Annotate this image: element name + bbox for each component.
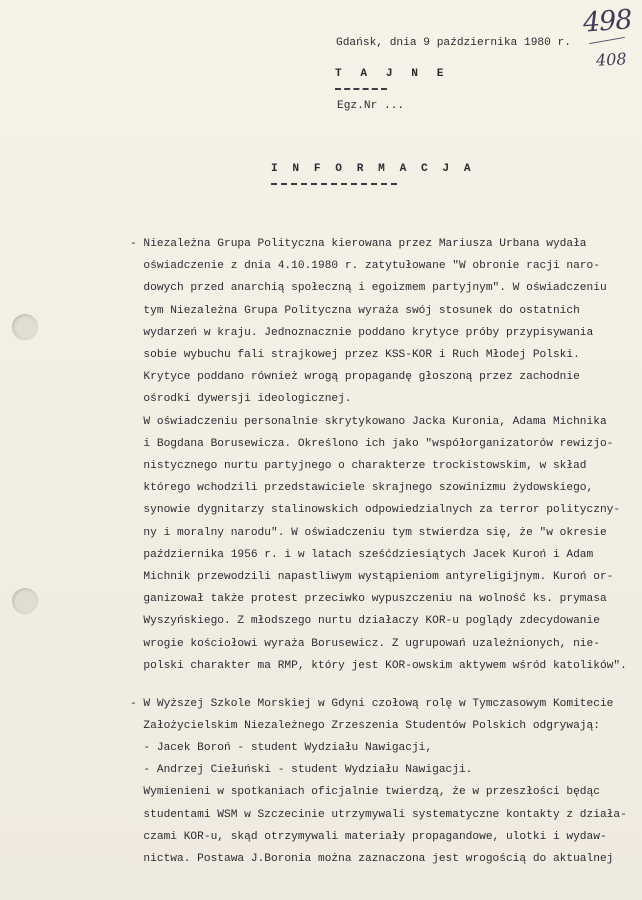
handwritten-page-number: 498 <box>581 4 633 39</box>
body-line: dowych przed anarchią społeczną i egoizmem partyjnym". W oświadczeniu <box>130 282 607 295</box>
place-date: Gdańsk, dnia 9 października 1980 r. <box>336 37 571 49</box>
title-underline <box>271 183 397 185</box>
body-line: października 1956 r. i w latach sześćdziesiątych Jacek Kuroń i Adam <box>130 548 594 561</box>
body-line: - Niezależna Grupa Polityczna kierowana przez Mariusza Urbana wydała <box>130 238 587 250</box>
handwritten-archive-number: 408 <box>595 49 628 70</box>
body-line: studentami WSM w Szczecinie utrzymywali systematyczne kontakty z działa- <box>130 808 627 821</box>
punch-hole <box>12 314 38 340</box>
classification-label: T A J N E <box>335 68 450 80</box>
body-line: synowie dygnitarzy stalinowskich odpowiedzialnych za terror polityczny- <box>130 504 621 517</box>
body-line: i Bogdana Borusewicza. Określono ich jako "współorganizatorów rewizjo- <box>130 437 614 450</box>
body-line: ośrodki dywersji ideologicznej. <box>130 393 352 406</box>
body-line: oświadczenie z dnia 4.10.1980 r. zatytułowane "W obronie racji naro- <box>130 260 600 273</box>
body-line: którego wchodzili przedstawiciele skrajnego szowinizmu żydowskiego, <box>130 482 594 495</box>
body-line: nictwa. Postawa J.Boronia można zaznaczona jest wrogością do aktualnej <box>130 852 614 865</box>
body-line: wydarzeń w kraju. Jednoznacznie poddano krytyce próby przypisywania <box>130 326 594 339</box>
body-line: Wyszyńskiego. Z młodszego nurtu działaczy KOR-u poglądy zdecydowanie <box>130 615 600 628</box>
body-line: Założycielskim Niezależnego Zrzeszenia Studentów Polskich odgrywają: <box>130 719 600 732</box>
body-line: W oświadczeniu personalnie skrytykowano Jacka Kuronia, Adama Michnika <box>130 415 607 428</box>
body-line: wrogie kościołowi wyraża Borusewicz. Z ugrupowań uzależnionych, nie- <box>130 637 600 650</box>
body-line: nistycznego nurtu partyjnego o charakterze trockistowskim, w skład <box>130 460 587 472</box>
classification-underline <box>335 88 387 90</box>
handwritten-separator <box>589 37 625 44</box>
body-line: Krytyce poddano również wrogą propagandę głoszoną przez zachodnie <box>130 371 580 384</box>
body-line: ganizował także protest przeciwko wypuszczeniu na wolność ks. prymasa <box>130 593 607 606</box>
document-title: I N F O R M A C J A <box>271 163 475 175</box>
body-line: - W Wyższej Szkole Morskiej w Gdyni czołową rolę w Tymczasowym Komitecie <box>130 697 614 710</box>
body-line: polski charakter ma RMP, który jest KOR-owskim aktywem wśród katolików". <box>130 659 627 672</box>
body-line: tym Niezależna Grupa Polityczna wyraża swój stosunek do ostatnich <box>130 304 580 317</box>
body-line: czami KOR-u, skąd otrzymywali materiały propagandowe, ulotki i wydaw- <box>130 830 607 843</box>
punch-hole <box>12 588 38 614</box>
body-line: Wymienieni w spotkaniach oficjalnie twierdzą, że w przeszłości będąc <box>130 786 600 799</box>
body-line: ny i moralny narodu". W oświadczeniu tym stwierdza się, że "w okresie <box>130 526 607 539</box>
body-line: Michnik przewodzili napastliwym wystąpieniom antyreligijnym. Kuroń or- <box>130 571 614 583</box>
copy-number: Egz.Nr ... <box>337 100 405 112</box>
body-line: sobie wybuchu fali strajkowej przez KSS-KOR i Ruch Młodej Polski. <box>130 349 580 361</box>
body-line: - Jacek Boroń - student Wydziału Nawigacji, <box>130 741 433 754</box>
body-line: - Andrzej Ciełuński - student Wydziału Nawigacji. <box>130 764 473 777</box>
